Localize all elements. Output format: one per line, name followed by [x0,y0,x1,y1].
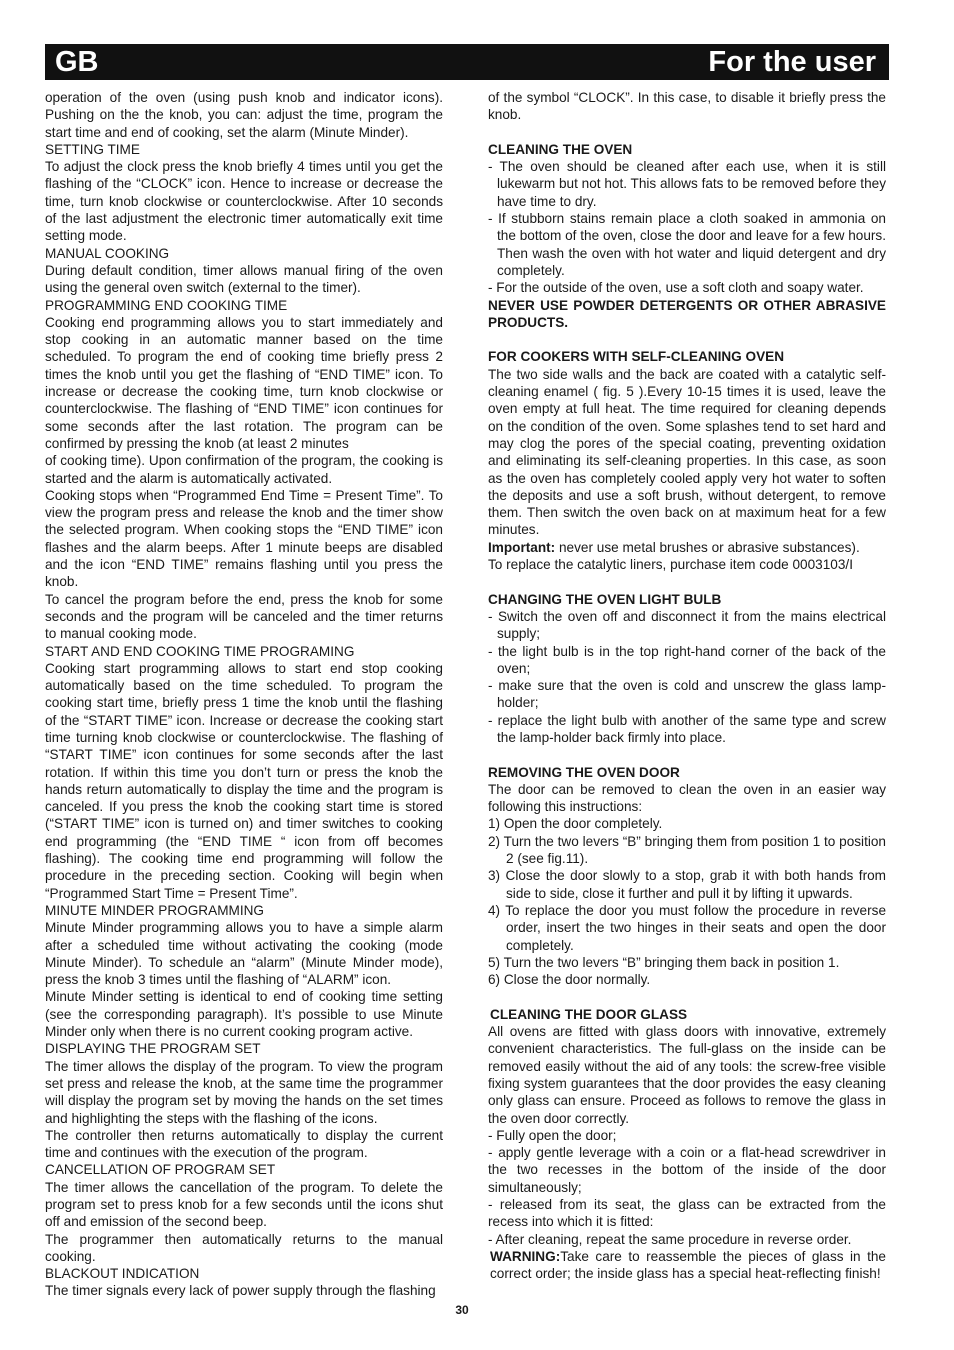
warning-text: Take care to reassemble the pieces of glass in the correct order; the inside glass has a special heat-reflecting finish! [490,1248,886,1282]
list-item: 3) Close the door slowly to a stop, grab it with both hands from side to side, close it further and pull it by lifting it upwards. [488,868,886,901]
section-heading: REMOVING THE OVEN DOOR [488,764,680,780]
paragraph: All ovens are fitted with glass doors with innovative, extremely convenient characteristics. The full-glass on the inside can be removed easily without the aid of any tools: the screw-free visible fixing system guarantees that the door provides the easy cleaning only glass can ensure. Proceed as follows to remove the glass in the oven door correctly. [488,1024,886,1126]
page-title: For the user [708,46,876,78]
section-heading: PROGRAMMING END COOKING TIME [45,297,288,313]
list-item: 4) To replace the door you must follow the procedure in reverse order, insert the two hinges in their seats and open the door completely. [488,902,886,953]
warning-text: NEVER USE POWDER DETERGENTS OR OTHER ABRASIVE PRODUCTS. [488,297,886,330]
list-item: - released from its seat, the glass can be extracted from the recess into which it is fitted: [488,1197,886,1230]
page-number: 30 [455,1303,469,1317]
paragraph: To adjust the clock press the knob briefly 4 times until you get the flashing of the “CLOCK” icon. Hence to increase or decrease the time, turn knob clockwise or counterclockwise. After 10 seconds of the last adjustment the electronic timer automatically exit time setting mode. [45,159,443,244]
section-heading: CLEANING THE OVEN [488,141,633,157]
list-item: 2) Turn the two levers “B” bringing them from position 1 to position 2 (see fig.11). [488,833,886,867]
list-item: - Fully open the door; [488,1127,617,1143]
paragraph: The timer allows the cancellation of the program. To delete the program set to press knob for a few seconds until the icons shut off and emission of the second beep. [45,1179,443,1230]
list-item: - Switch the oven off and disconnect it from the mains electrical supply; [488,608,886,642]
right-column [488,89,886,1282]
list-item: - apply gentle leverage with a coin or a flat-head screwdriver in the two recesses in the bottom of the inside of the door simultaneously; [488,1145,886,1195]
section-heading: CHANGING THE OVEN LIGHT BULB [488,591,722,607]
section-heading: CLEANING THE DOOR GLASS [490,1006,688,1022]
section-heading: DISPLAYING THE PROGRAM SET [45,1041,261,1057]
important-note [488,539,886,556]
list-item: - After cleaning, repeat the same procedure in reverse order. [488,1231,852,1247]
list-item: - The oven should be cleaned after each use, when it is still lukewarm but not hot. This allows fats to be removed before they have time to dry. [488,159,886,209]
paragraph: The programmer then automatically returns to the manual cooking. [45,1231,443,1264]
paragraph: operation of the oven (using push knob and indicator icons). Pushing on the the knob, you can: adjust the time, program the start time and end of cooking, set the alarm (Minute Minder). [45,90,443,140]
section-heading: MINUTE MINDER PROGRAMMING [45,902,265,918]
section-heading: MANUAL COOKING [45,245,170,261]
paragraph: During default condition, timer allows manual firing of the oven using the general oven switch (external to the timer). [45,262,443,296]
list-item: 5) Turn the two levers “B” bringing them back in position 1. [488,954,840,970]
paragraph: To cancel the program before the end, press the knob for some seconds and the program will be canceled and the timer returns to manual cooking mode. [45,591,443,642]
list-item: 1) Open the door completely. [488,816,663,832]
page-header [45,44,889,80]
list-item: - the light bulb is in the top right-hand corner of the back of the oven; [488,643,886,676]
list-item: 6) Close the door normally. [488,972,651,988]
list-item: - make sure that the oven is cold and unscrew the glass lamp-holder; [488,678,886,711]
section-heading: CANCELLATION OF PROGRAM SET [45,1162,276,1178]
paragraph: To replace the catalytic liners, purchase item code 0003103/I [488,557,853,573]
section-heading: BLACKOUT INDICATION [45,1266,200,1282]
paragraph: Cooking end programming allows you to start immediately and stop cooking in an automatic manner based on the time scheduled. To program the end of cooking time briefly press 2 times the knob until you get the flashing of “END TIME” icon. To increase or decrease the cooking time, turn knob clockwise or counterclockwise. The flashing of “END TIME” icon continues for some seconds after the last rotation. The program can be confirmed by pressing the knob (at least 2 minutes [45,314,443,451]
section-heading: SETTING TIME [45,141,140,157]
paragraph: Minute Minder programming allows you to have a simple alarm after a scheduled time without activating the cooking (mode Minute Minder). To schedule an “alarm” (Minute Minder mode), press the knob 3 times until the flashing of “ALARM” icon. [45,920,443,988]
list-item: - For the outside of the oven, use a soft cloth and soapy water. [488,280,864,296]
paragraph: Minute Minder setting is identical to end of cooking time setting (see the corresponding paragraph). It’s possible to use Minute Minder only when there is no current cooking program active. [45,989,443,1040]
paragraph: The door can be removed to clean the oven in an easier way following this instructions: [488,781,886,815]
important-label: Important: [488,539,556,555]
paragraph: The timer allows the display of the program. To view the program set press and release the knob, at the same time the programmer will display the program set by moving the hands on the set times and highlighting the steps with the flashing of the icons. [45,1058,443,1126]
paragraph: of cooking time). Upon confirmation of the program, the cooking is started and the alarm is automatically activated. [45,453,443,486]
paragraph: The two side walls and the back are coated with a catalytic self-cleaning enamel ( fig. 5 ).Every 10-15 times it is used, leave the oven empty at full heat. The time required for cleaning depends on the condition of the oven. Some splashes tend to set hard and may clog the pores of the special coating, preventing oxidation and eliminating its self-cleaning properties. In this case, as soon as the oven has completely cooled apply very hot water to soften the deposits and use a soft brush, without detergent, to remove them. Then switch the oven back on at maximum heat for a few minutes. [488,366,886,538]
section-heading: FOR COOKERS WITH SELF-CLEANING OVEN [488,349,785,365]
language-code: GB [55,46,99,78]
paragraph: Cooking start programming allows to start end stop cooking automatically based on the time scheduled. To program the cooking start time, briefly press 1 time the knob until the flashing of the “START TIME” icon. Increase or decrease the cooking start time turning knob clockwise or counterclockwise. The flashing of “START TIME” icon continues for some seconds after the last rotation. If within this time you don’t turn or press the knob the hands return automatically to display the time and the program is canceled. If you press the knob the cooking start time is stored (“START TIME” icon is turned on) and timer switches to cooking end programming (the “END TIME “ icon from off becomes flashing). The cooking time end programming will follow the procedure in the preceding section. Cooking will begin when “Programmed Start Time = Present Time”. [45,660,443,901]
paragraph: The timer signals every lack of power supply through the flashing [45,1283,436,1299]
list-item: - replace the light bulb with another of the same type and screw the lamp-holder back firmly into place. [488,712,886,745]
paragraph: The controller then returns automatically to display the current time and continues with the execution of the program. [45,1127,443,1161]
warning-label: WARNING: [490,1248,561,1264]
list-item: - If stubborn stains remain place a cloth soaked in ammonia on the bottom of the oven, close the door and leave for a few hours. Then wash the oven with hot water and liquid detergent and dry completely. [488,211,886,278]
paragraph: of the symbol “CLOCK”. In this case, to disable it briefly press the knob. [488,90,886,123]
section-heading: START AND END COOKING TIME PROGRAMING [45,643,355,659]
important-text: never use metal brushes or abrasive substances). [555,539,860,555]
warning-note [488,1248,886,1283]
paragraph: Cooking stops when “Programmed End Time = Present Time”. To view the program press and release the knob and the timer show the selected program. When cooking stops the “END TIME” icon flashes and the alarm beeps. After 1 minute beeps are disabled and the icon “END TIME” remains flashing until you press the knob. [45,487,443,590]
left-column [45,89,443,1300]
